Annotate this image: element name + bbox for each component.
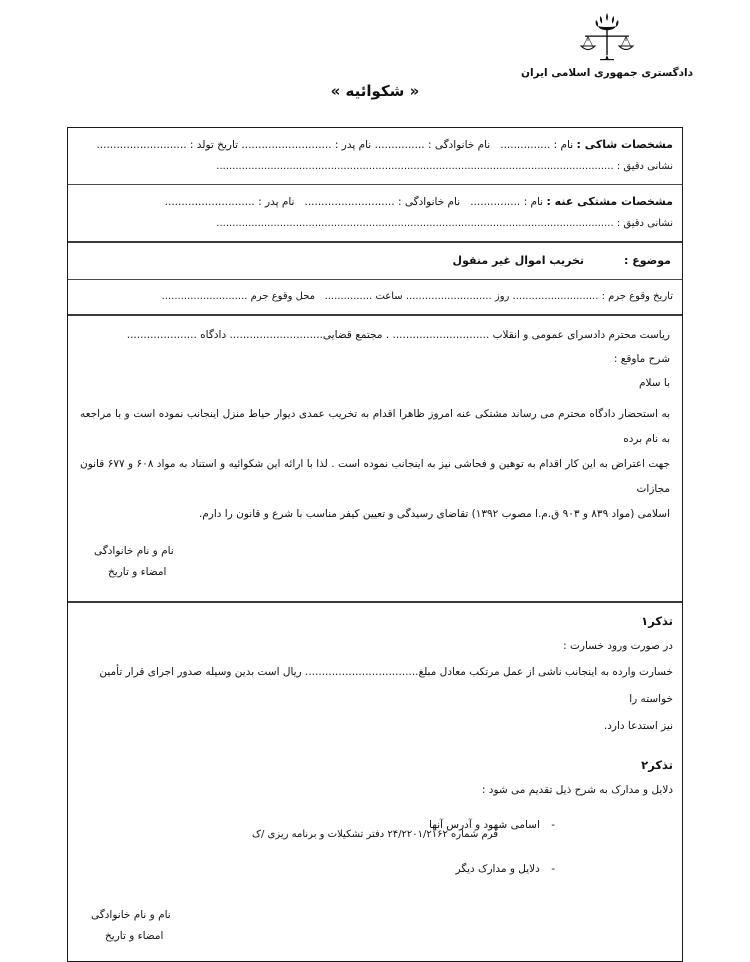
defendant-name-label: نام : (523, 196, 544, 208)
complainant-address-row (77, 156, 673, 178)
page-title: « شکوائیه » (330, 82, 420, 100)
narrative-label: شرح ماوقع : (613, 353, 670, 365)
crime-place-input[interactable]: ........................... (161, 291, 248, 302)
body-paragraph-line-3: اسلامی (مواد ۸۳۹ و ۹۰۳ ق.م.ا مصوب ۱۳۹۲) تقاضای رسیدگی و تعیین کیفر مناسب با شرع و قانون را دارم. (198, 508, 670, 520)
complainant-name-input[interactable]: ............... (500, 139, 551, 151)
body-paragraph-line-2: جهت اعتراض به این کار اقدام به توهین و فحاشی نیز به اینجانب نموده است . لذا با ارائه این شکوائیه و استناد به مواد ۶۰۸ و ۶۷۷ قانون مجازات (80, 458, 670, 495)
complainant-address-input[interactable]: ............................................................................................................................. (216, 161, 614, 172)
note1-spacer (77, 739, 673, 753)
complainant-section (68, 128, 682, 184)
note1-text-continued: نیز استدعا دارد. (603, 720, 673, 732)
evidence-item-0-dash: - (551, 819, 555, 831)
defendant-address-row (77, 213, 673, 235)
crime-hour-label: ساعت (375, 291, 403, 302)
body-spacer-bottom (80, 591, 670, 597)
body-paragraph-line-1: به استحضار دادگاه محترم می رساند مشتکی عنه امروز ظاهرا اقدام به تخریب عمدی دیوار حیاط منزل اینجانب نموده است و با مراجعه به نام برده (80, 408, 670, 445)
crime-day-input[interactable]: ........................... (405, 291, 492, 302)
complainant-lastname-input[interactable]: ............... (374, 139, 425, 151)
complainant-address-label: نشانی دقیق : (616, 161, 673, 172)
list-item[interactable] (77, 847, 673, 891)
crime-day-label: روز (494, 291, 510, 302)
judiciary-emblem-block (512, 12, 702, 79)
evidence-item-0-text: اسامی شهود و آدرس آنها (429, 819, 540, 831)
defendant-address-label: نشانی دقیق : (616, 218, 673, 229)
complainant-name-label: نام : (553, 139, 574, 151)
crime-date-label: تاریخ وقوع جرم : (601, 291, 673, 302)
signature1-name-label[interactable]: نام و نام خانوادگی (94, 545, 174, 557)
signature-block-2 (77, 891, 673, 955)
signature-block-1 (80, 527, 670, 591)
defendant-lastname-label: نام خانوادگی : (397, 196, 461, 208)
evidence-list (77, 803, 673, 891)
defendant-section (68, 185, 682, 241)
complainant-identity-row (77, 134, 673, 156)
complainant-birth-input[interactable]: ........................... (96, 139, 187, 151)
defendant-father-label: نام پدر : (258, 196, 295, 208)
signature2-date-label[interactable]: امضاء و تاریخ (105, 930, 164, 942)
signature2-name-label[interactable]: نام و نام خانوادگی (91, 909, 171, 921)
crime-details-row (77, 286, 673, 308)
addressee-line[interactable]: ریاست محترم دادسرای عمومی و انقلاب ............................. . مجتمع قضایی............................ دادگاه ..................... (126, 329, 670, 341)
defendant-identity-row (77, 191, 673, 213)
document-header (0, 0, 750, 118)
crime-hour-input[interactable]: ............... (324, 291, 373, 302)
complainant-father-label: نام پدر : (334, 139, 372, 151)
emblem-caption: دادگستری جمهوری اسلامی ایران (520, 67, 694, 79)
complainant-birth-label: تاریخ تولد : (189, 139, 239, 151)
subject-row (77, 249, 673, 273)
crime-place-label: محل وقوع جرم (250, 291, 316, 302)
complainant-lastname-label: نام خانوادگی : (428, 139, 491, 151)
form-footer: فرم شماره ۲۴/۲۲۰۱/۲۱۶۲ دفتر تشکیلات و برنامه ریزی /ک (252, 829, 498, 840)
note2-title: تذکر۲ (641, 758, 673, 772)
note1-title: تذکر۱ (641, 614, 673, 628)
defendant-father-input[interactable]: ........................... (164, 196, 255, 208)
salutation: با سلام (638, 377, 670, 389)
judiciary-scales-emblem-icon (577, 12, 637, 64)
defendant-address-input[interactable]: ............................................................................................................................. (216, 218, 614, 229)
defendant-lastname-input[interactable]: ........................... (304, 196, 395, 208)
signature1-date-label[interactable]: امضاء و تاریخ (108, 566, 167, 578)
note1-text[interactable]: خسارت وارده به اینجانب ناشی از عمل مرتکب معادل مبلغ.................................. ریال است بدین وسیله صدور اجرای قرار تأمین خواسته را (99, 666, 673, 705)
evidence-item-1-text: دلایل و مدارک دیگر (455, 863, 540, 875)
note1-section (68, 603, 682, 961)
crime-date-input[interactable]: ........................... (512, 291, 599, 302)
note1-subtitle: در صورت ورود خسارت : (563, 640, 673, 652)
defendant-label: مشخصات مشتکی عنه : (546, 195, 673, 208)
crime-details-section (68, 280, 682, 314)
subject-value: تخریب اموال غیر منقول (452, 254, 585, 267)
defendant-name-input[interactable]: ............... (470, 196, 521, 208)
subject-label: موضوع : (624, 254, 671, 267)
subject-section (68, 243, 682, 279)
list-item[interactable] (77, 803, 673, 847)
complainant-father-input[interactable]: ........................... (241, 139, 332, 151)
evidence-item-1-dash: - (551, 863, 555, 875)
complainant-label: مشخصات شاکی : (576, 138, 673, 151)
letter-body-section (68, 316, 682, 601)
note2-subtitle: دلایل و مدارک به شرح ذیل تقدیم می شود : (481, 784, 673, 796)
